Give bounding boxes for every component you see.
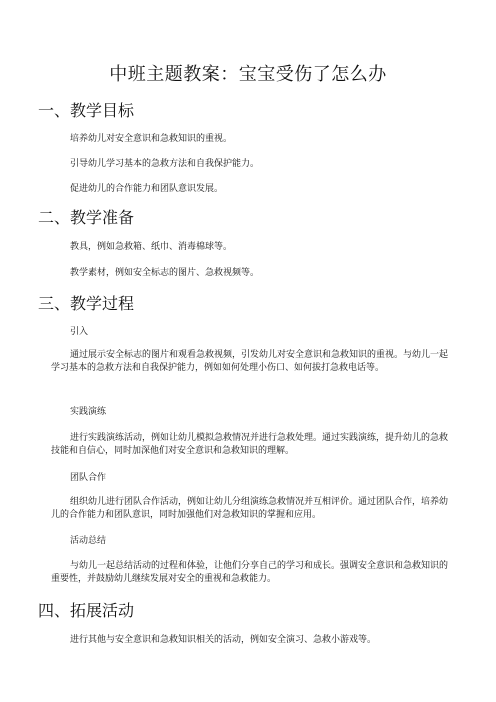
section-heading-objectives: 一、教学目标 bbox=[38, 101, 135, 120]
process-paragraph: 与幼儿一起总结活动的过程和体验，让他们分享自己的学习和成长。强调安全意识和急救知识的重要性，并鼓励幼儿继续发展对安全的重视和急救能力。 bbox=[51, 561, 449, 584]
process-subheading: 引入 bbox=[70, 327, 89, 337]
extension-item: 进行其他与安全意识和急救知识相关的活动，例如安全演习、急救小游戏等。 bbox=[70, 635, 377, 645]
process-paragraph: 进行实践演练活动，例如让幼儿模拟急救情况并进行急救处理。通过实践演练，提升幼儿的急救技能和自信心，同时加深他们对安全意识和急救知识的理解。 bbox=[51, 433, 449, 456]
objective-item: 培养幼儿对安全意识和急救知识的重视。 bbox=[70, 134, 233, 144]
objective-item: 促进幼儿的合作能力和团队意识发展。 bbox=[70, 184, 224, 194]
process-paragraph: 组织幼儿进行团队合作活动，例如让幼儿分组演练急救情况并互相评价。通过团队合作，培养幼儿的合作能力和团队意识，同时加强他们对急救知识的掌握和应用。 bbox=[51, 497, 449, 520]
process-subheading: 活动总结 bbox=[70, 536, 107, 546]
preparation-item: 教具，例如急救箱、纸巾、消毒棉球等。 bbox=[70, 242, 233, 252]
page-title: 中班主题教案：宝宝受伤了怎么办 bbox=[109, 64, 387, 85]
process-subheading: 团队合作 bbox=[70, 473, 107, 483]
section-heading-preparation: 二、教学准备 bbox=[38, 208, 135, 227]
process-subheading: 实践演练 bbox=[70, 407, 107, 417]
process-paragraph: 通过展示安全标志的图片和观看急救视频，引发幼儿对安全意识和急救知识的重视。与幼儿一起学习基本的急救方法和自我保护能力，例如如何处理小伤口、如何拔打急救电话等。 bbox=[51, 350, 449, 373]
objective-item: 引导幼儿学习基本的急救方法和自我保护能力。 bbox=[70, 159, 260, 169]
section-heading-process: 三、教学过程 bbox=[38, 294, 135, 313]
section-heading-extension: 四、拓展活动 bbox=[38, 601, 135, 620]
preparation-item: 教学素材，例如安全标志的图片、急救视频等。 bbox=[70, 268, 260, 278]
